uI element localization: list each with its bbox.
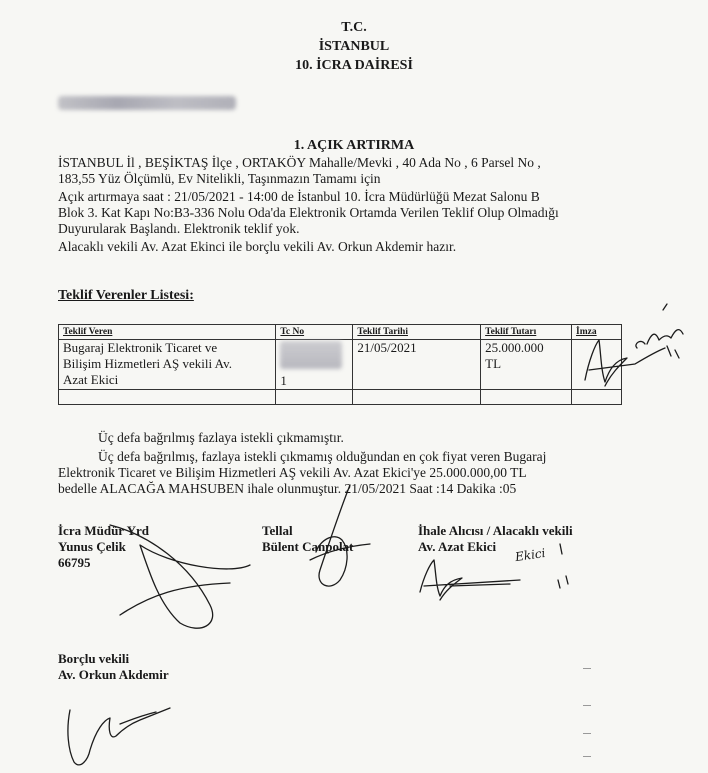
auction-line: Açık artırmaya saat : 21/05/2021 - 14:00 de İstanbul 10. İcra Müdürlüğü Mezat Salonu B	[58, 189, 540, 204]
crier-role: Tellal	[262, 523, 293, 538]
auction-line: İSTANBUL İl , BEŞİKTAŞ İlçe , ORTAKÖY Mahalle/Mevki , 40 Ada No , 6 Parsel No ,	[58, 155, 541, 170]
margin-mark	[583, 668, 591, 669]
col-bidder: Teklif Veren	[59, 325, 276, 340]
redacted-tc-no	[280, 341, 342, 369]
debtor-name: Av. Orkun Akdemir	[58, 667, 169, 682]
redacted-file-number	[58, 96, 236, 110]
officer-id: 66795	[58, 555, 91, 570]
amount-line: 25.000.000	[485, 340, 544, 355]
tc-suffix: 1	[280, 373, 287, 388]
auction-line: Duyurularak Başlandı. Elektronik teklif yok.	[58, 221, 300, 236]
cell-bid-date: 21/05/2021	[353, 340, 481, 390]
buyer-signature-drawing	[410, 540, 580, 610]
bids-section-title: Teklif Verenler Listesi:	[58, 288, 194, 303]
bids-table	[58, 324, 622, 405]
col-tc-no: Tc No	[276, 325, 353, 340]
margin-mark	[583, 733, 591, 734]
officer-signature-drawing	[90, 505, 270, 645]
paragraph-2-line: Üç defa bağrılmış, fazlaya istekli çıkmamış olduğundan en çok fiyat veren Bugaraj	[98, 449, 547, 464]
auction-line: Blok 3. Kat Kapı No:B3-336 Nolu Oda'da Elektronik Ortamda Verilen Teklif Olup Olmadığı	[58, 205, 559, 220]
buyer-handwritten-name: Ekici	[514, 545, 547, 565]
paragraph-2-line: Elektronik Ticaret ve Bilişim Hizmetleri AŞ vekili Av. Azat Ekici'ye 25.000.000,00 TL	[58, 465, 527, 480]
col-bid-date: Teklif Tarihi	[353, 325, 481, 340]
cell-tc-no	[276, 340, 353, 390]
header-office: 10. İCRA DAİRESİ	[295, 58, 413, 73]
header-tc: T.C.	[341, 20, 367, 35]
amount-line: TL	[485, 356, 502, 371]
table-row	[59, 340, 622, 390]
margin-mark	[583, 756, 591, 757]
auction-body	[58, 155, 559, 255]
bidder-line: Azat Ekici	[63, 372, 119, 387]
cell-bidder	[59, 340, 276, 390]
col-signature: İmza	[572, 325, 622, 340]
paragraph-2-line: bedelle ALACAĞA MAHSUBEN ihale olunmuştur. 21/05/2021 Saat :14 Dakika :05	[58, 481, 517, 496]
debtor-block	[58, 651, 169, 683]
header-city: İSTANBUL	[318, 39, 390, 54]
officer-name: Yunus Çelik	[58, 539, 126, 554]
debtor-role: Borçlu vekili	[58, 651, 130, 666]
officer-role: İcra Müdür Yrd	[58, 523, 149, 538]
bids-header-row	[59, 325, 622, 340]
debtor-signature-drawing	[60, 690, 190, 773]
margin-mark	[583, 705, 591, 706]
table-row-empty	[59, 390, 622, 405]
bidder-line: Bilişim Hizmetleri AŞ vekili Av.	[63, 356, 232, 371]
cell-bid-amount	[481, 340, 572, 390]
bidder-signature-drawing	[575, 300, 695, 400]
auction-title: 1. AÇIK ARTIRMA	[293, 138, 415, 153]
auction-line: 183,55 Yüz Ölçümlü, Ev Nitelikli, Taşınmazın Tamamı için	[58, 171, 381, 186]
buyer-name: Av. Azat Ekici	[418, 539, 497, 554]
col-bid-amount: Teklif Tutarı	[481, 325, 572, 340]
crier-signature-drawing	[290, 480, 390, 600]
buyer-role: İhale Alıcısı / Alacaklı vekili	[418, 523, 573, 538]
paragraph-1: Üç defa bağrılmış fazlaya istekli çıkmamıştır.	[98, 430, 344, 445]
bidder-line: Bugaraj Elektronik Ticaret ve	[63, 340, 218, 355]
auction-line: Alacaklı vekili Av. Azat Ekinci ile borçlu vekili Av. Orkun Akdemir hazır.	[58, 239, 457, 254]
crier-name: Bülent Canpolat	[262, 539, 354, 554]
